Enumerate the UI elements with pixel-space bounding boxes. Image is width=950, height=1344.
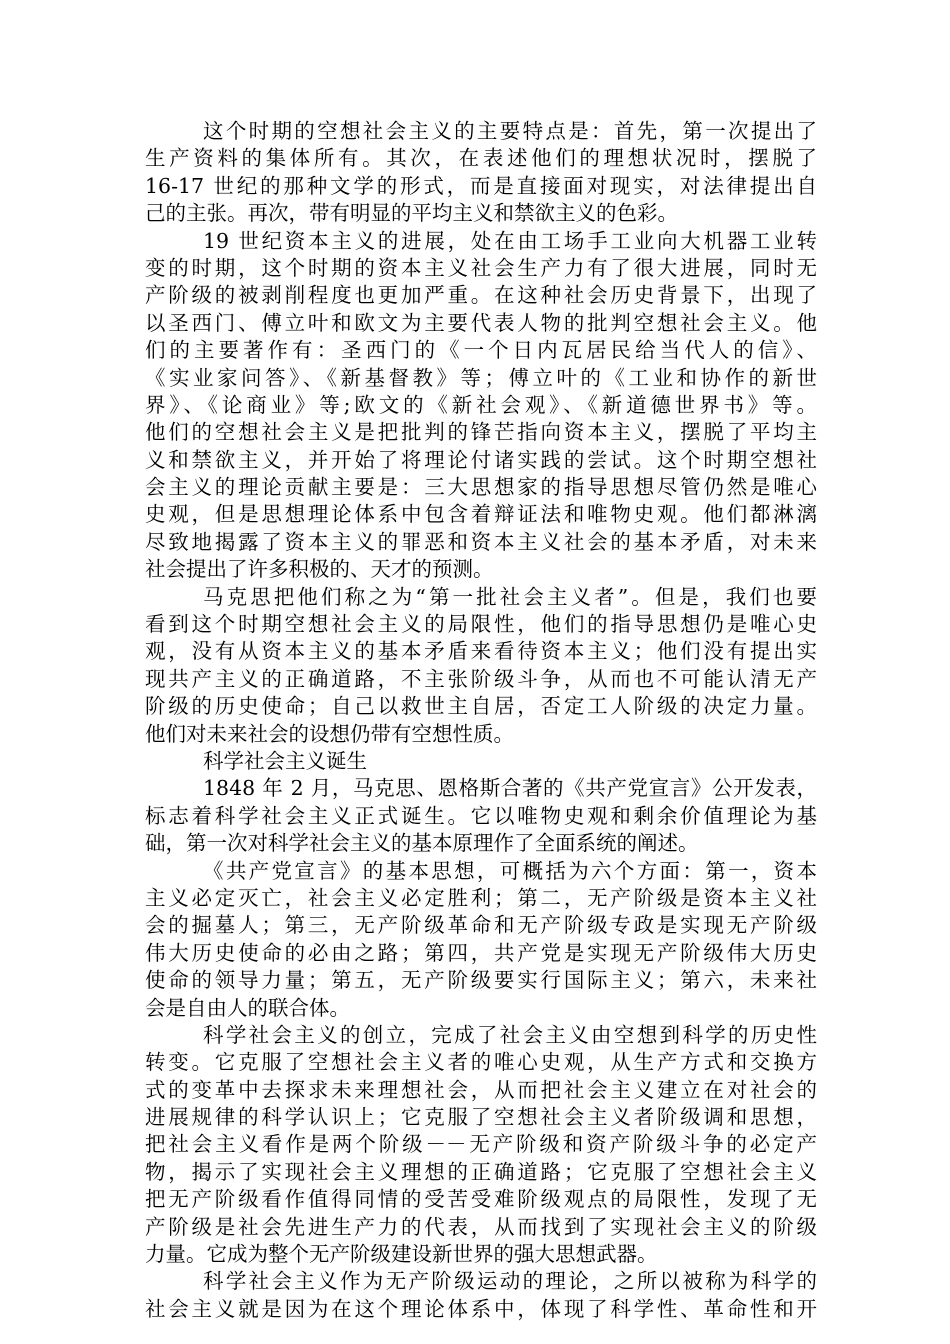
- text-line: 16-17 世纪的那种文学的形式，而是直接面对现实，对法律提出自: [145, 173, 817, 198]
- text-line: 《实业家问答》、《新基督教》等；傅立叶的《工业和协作的新世: [145, 365, 817, 390]
- text-line: 阶级的历史使命；自己以救世主自居，否定工人阶级的决定力量。: [145, 694, 817, 719]
- text-line: 变的时期，这个时期的资本主义社会生产力有了很大进展，同时无: [145, 255, 817, 280]
- text-line: 他们对未来社会的设想仍带有空想性质。: [145, 721, 514, 746]
- text-line: 界》、《论商业》等;欧文的《新社会观》、《新道德世界书》等。: [145, 392, 817, 417]
- paragraph: [145, 584, 817, 748]
- text-line: 生产资料的集体所有。其次，在表述他们的理想状况时，摆脱了: [145, 146, 817, 171]
- text-line: 义和禁欲主义，并开始了将理论付诸实践的尝试。这个时期空想社: [145, 447, 817, 472]
- text-line: 伟大历史使命的必由之路；第四，共产党是实现无产阶级伟大历史: [145, 940, 817, 965]
- paragraph: [145, 1022, 817, 1269]
- text-line: 会的掘墓人；第三，无产阶级革命和无产阶级专政是实现无产阶级: [145, 913, 817, 938]
- text-line: 础，第一次对科学社会主义的基本原理作了全面系统的阐述。: [145, 831, 699, 856]
- section-heading: [145, 748, 817, 775]
- text-line: 产阶级的被剥削程度也更加严重。在这种社会历史背景下，出现了: [145, 283, 817, 308]
- text-line: 他们的空想社会主义是把批判的锋芒指向资本主义，摆脱了平均主: [145, 420, 817, 445]
- text-line: 转变。它克服了空想社会主义者的唯心史观，从生产方式和交换方: [145, 1050, 817, 1075]
- paragraph: [145, 1268, 817, 1323]
- text-line: 1848 年 2 月，马克思、恩格斯合著的《共产党宣言》公开发表，: [203, 776, 817, 801]
- text-line: 这个时期的空想社会主义的主要特点是：首先，第一次提出了: [203, 119, 817, 143]
- text-line: 尽致地揭露了资本主义的罪恶和资本主义社会的基本矛盾，对未来: [145, 529, 817, 554]
- text-line: 把无产阶级看作值得同情的受苦受难阶级观点的局限性，发现了无: [145, 1187, 817, 1212]
- paragraph: [145, 775, 817, 857]
- text-line: 们的主要著作有：圣西门的《一个日内瓦居民给当代人的信》、: [145, 338, 817, 363]
- text-line: 会是自由人的联合体。: [145, 995, 350, 1020]
- text-line: 19 世纪资本主义的进展，处在由工场手工业向大机器工业转: [203, 228, 817, 253]
- paragraph: [145, 118, 817, 228]
- text-line: 物，揭示了实现社会主义理想的正确道路；它克服了空想社会主义: [145, 1159, 817, 1184]
- text-line: 社会主义就是因为在这个理论体系中，体现了科学性、革命性和开: [145, 1296, 817, 1321]
- paragraph: [145, 228, 817, 584]
- text-line: 己的主张。再次，带有明显的平均主义和禁欲主义的色彩。: [145, 201, 678, 226]
- text-line: 社会提出了许多积极的、天才的预测。: [145, 557, 494, 582]
- text-line: 产阶级是社会先进生产力的代表，从而找到了实现社会主义的阶级: [145, 1214, 817, 1239]
- text-line: 主义必定灭亡，社会主义必定胜利；第二，无产阶级是资本主义社: [145, 885, 817, 910]
- document-page: [145, 118, 817, 1323]
- text-line: 现共产主义的正确道路，不主张阶级斗争，从而也不可能认清无产: [145, 666, 817, 691]
- text-line: 科学社会主义作为无产阶级运动的理论，之所以被称为科学的: [203, 1269, 817, 1294]
- text-line: 使命的领导力量；第五，无产阶级要实行国际主义；第六，未来社: [145, 968, 817, 993]
- text-line: 观，没有从资本主义的基本矛盾来看待资本主义；他们没有提出实: [145, 639, 817, 664]
- text-line: 力量。它成为整个无产阶级建设新世界的强大思想武器。: [145, 1242, 658, 1267]
- text-line: 把社会主义看作是两个阶级－－无产阶级和资产阶级斗争的必定产: [145, 1132, 817, 1157]
- paragraph: [145, 858, 817, 1022]
- section-heading-text: 科学社会主义诞生: [203, 748, 367, 773]
- text-line: 马克思把他们称之为“第一批社会主义者”。但是，我们也要: [203, 584, 817, 609]
- text-line: 标志着科学社会主义正式诞生。它以唯物史观和剩余价值理论为基: [145, 803, 817, 828]
- text-line: 会主义的理论贡献主要是：三大思想家的指导思想尽管仍然是唯心: [145, 475, 817, 500]
- text-line: 以圣西门、傅立叶和欧文为主要代表人物的批判空想社会主义。他: [145, 310, 817, 335]
- text-line: 进展规律的科学认识上；它克服了空想社会主义者阶级调和思想，: [145, 1105, 817, 1130]
- text-line: 《共产党宣言》的基本思想，可概括为六个方面：第一，资本: [203, 858, 817, 883]
- text-line: 式的变革中去探求未来理想社会，从而把社会主义建立在对社会的: [145, 1077, 817, 1102]
- text-line: 看到这个时期空想社会主义的局限性，他们的指导思想仍是唯心史: [145, 612, 817, 637]
- text-line: 科学社会主义的创立，完成了社会主义由空想到科学的历史性: [203, 1022, 817, 1047]
- text-line: 史观，但是思想理论体系中包含着辩证法和唯物史观。他们都淋漓: [145, 502, 817, 527]
